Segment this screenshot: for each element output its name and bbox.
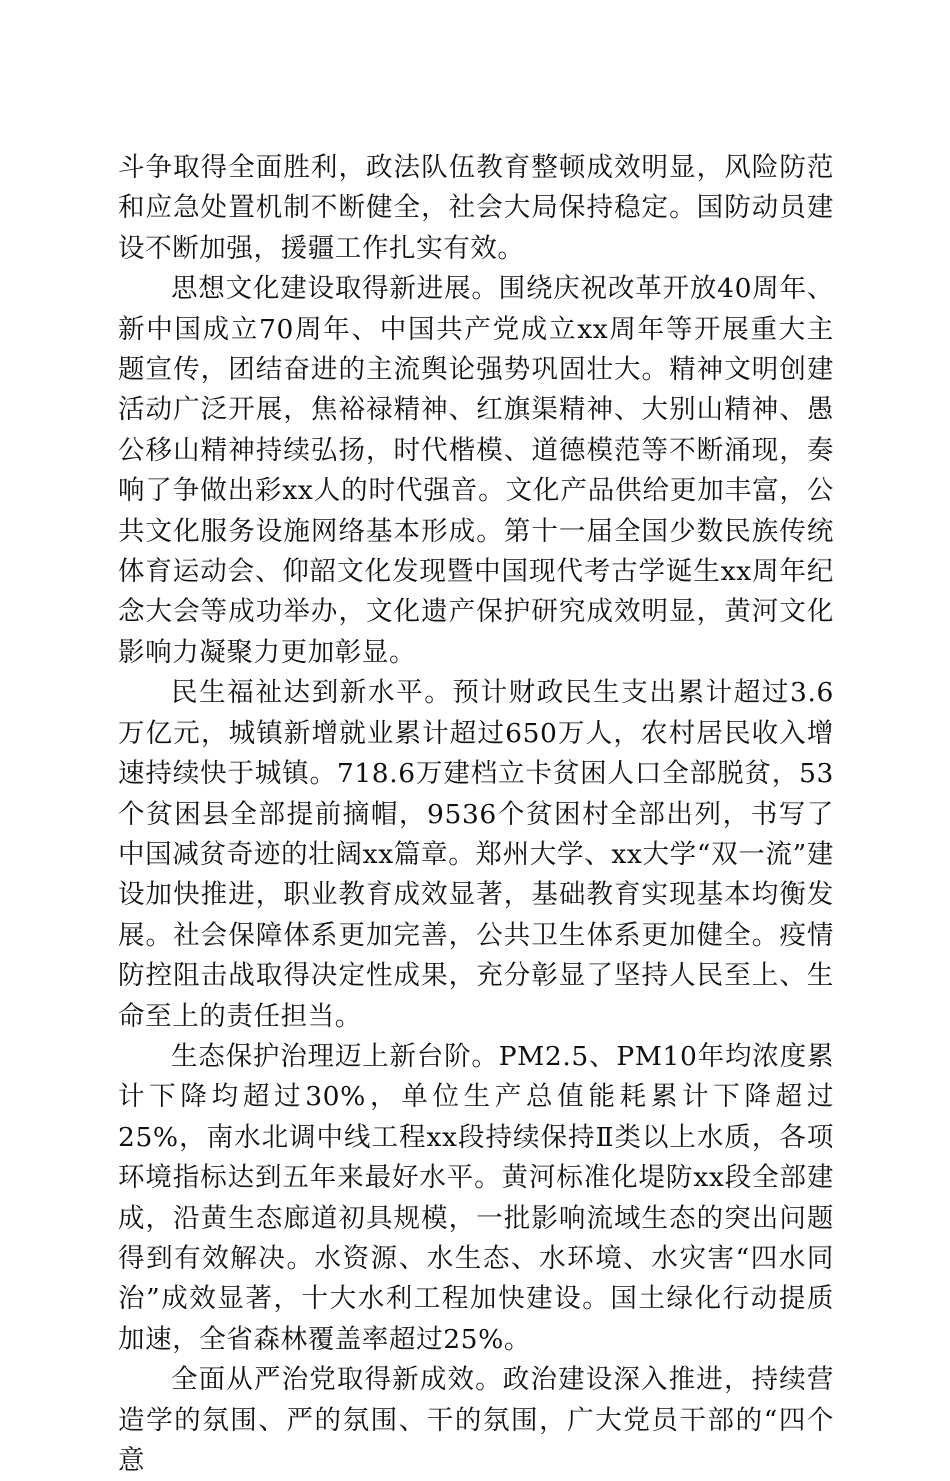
document-body bbox=[118, 148, 834, 1481]
paragraph-ecology: 生态保护治理迈上新台阶。PM2.5、PM10年均浓度累计下降均超过30%，单位生产总值能耗累计下降超过25%，南水北调中线工程xx段持续保持Ⅱ类以上水质，各项环境指标达到五年来最好水平。黄河标准化堤防xx段全部建成，沿黄生态廊道初具规模，一批影响流域生态的突出问题得到有效解决。水资源、水生态、水环境、水灾害“四水同治”成效显著，十大水利工程加快建设。国土绿化行动提质加速，全省森林覆盖率超过25%。 bbox=[118, 1040, 834, 1355]
paragraph-public-security: 斗争取得全面胜利，政法队伍教育整顿成效明显，风险防范和应急处置机制不断健全，社会大局保持稳定。国防动员建设不断加强，援疆工作扎实有效。 bbox=[118, 152, 834, 264]
paragraph-ideology-culture: 思想文化建设取得新进展。围绕庆祝改革开放40周年、新中国成立70周年、中国共产党成立xx周年等开展重大主题宣传，团结奋进的主流舆论强势巩固壮大。精神文明创建活动广泛开展，焦裕禄精神、红旗渠精神、大别山精神、愚公移山精神持续弘扬，时代楷模、道德模范等不断涌现，奏响了争做出彩xx人的时代强音。文化产品供给更加丰富，公共文化服务设施网络基本形成。第十一届全国少数民族传统体育运动会、仰韶文化发现暨中国现代考古学诞生xx周年纪念大会等成功举办，文化遗产保护研究成效明显，黄河文化影响力凝聚力更加彰显。 bbox=[118, 273, 834, 668]
paragraph-livelihood: 民生福祉达到新水平。预计财政民生支出累计超过3.6万亿元，城镇新增就业累计超过650万人，农村居民收入增速持续快于城镇。718.6万建档立卡贫困人口全部脱贫，53个贫困县全部提前摘帽，9536个贫困村全部出列，书写了中国减贫奇迹的壮阔xx篇章。郑州大学、xx大学“双一流”建设加快推进，职业教育成效显著，基础教育实现基本均衡发展。社会保障体系更加完善，公共卫生体系更加健全。疫情防控阻击战取得决定性成果，充分彰显了坚持人民至上、生命至上的责任担当。 bbox=[118, 677, 834, 1032]
paragraph-party-governance: 全面从严治党取得新成效。政治建设深入推进，持续营造学的氛围、严的氛围、干的氛围，广大党员干部的“四个意 bbox=[118, 1364, 834, 1476]
